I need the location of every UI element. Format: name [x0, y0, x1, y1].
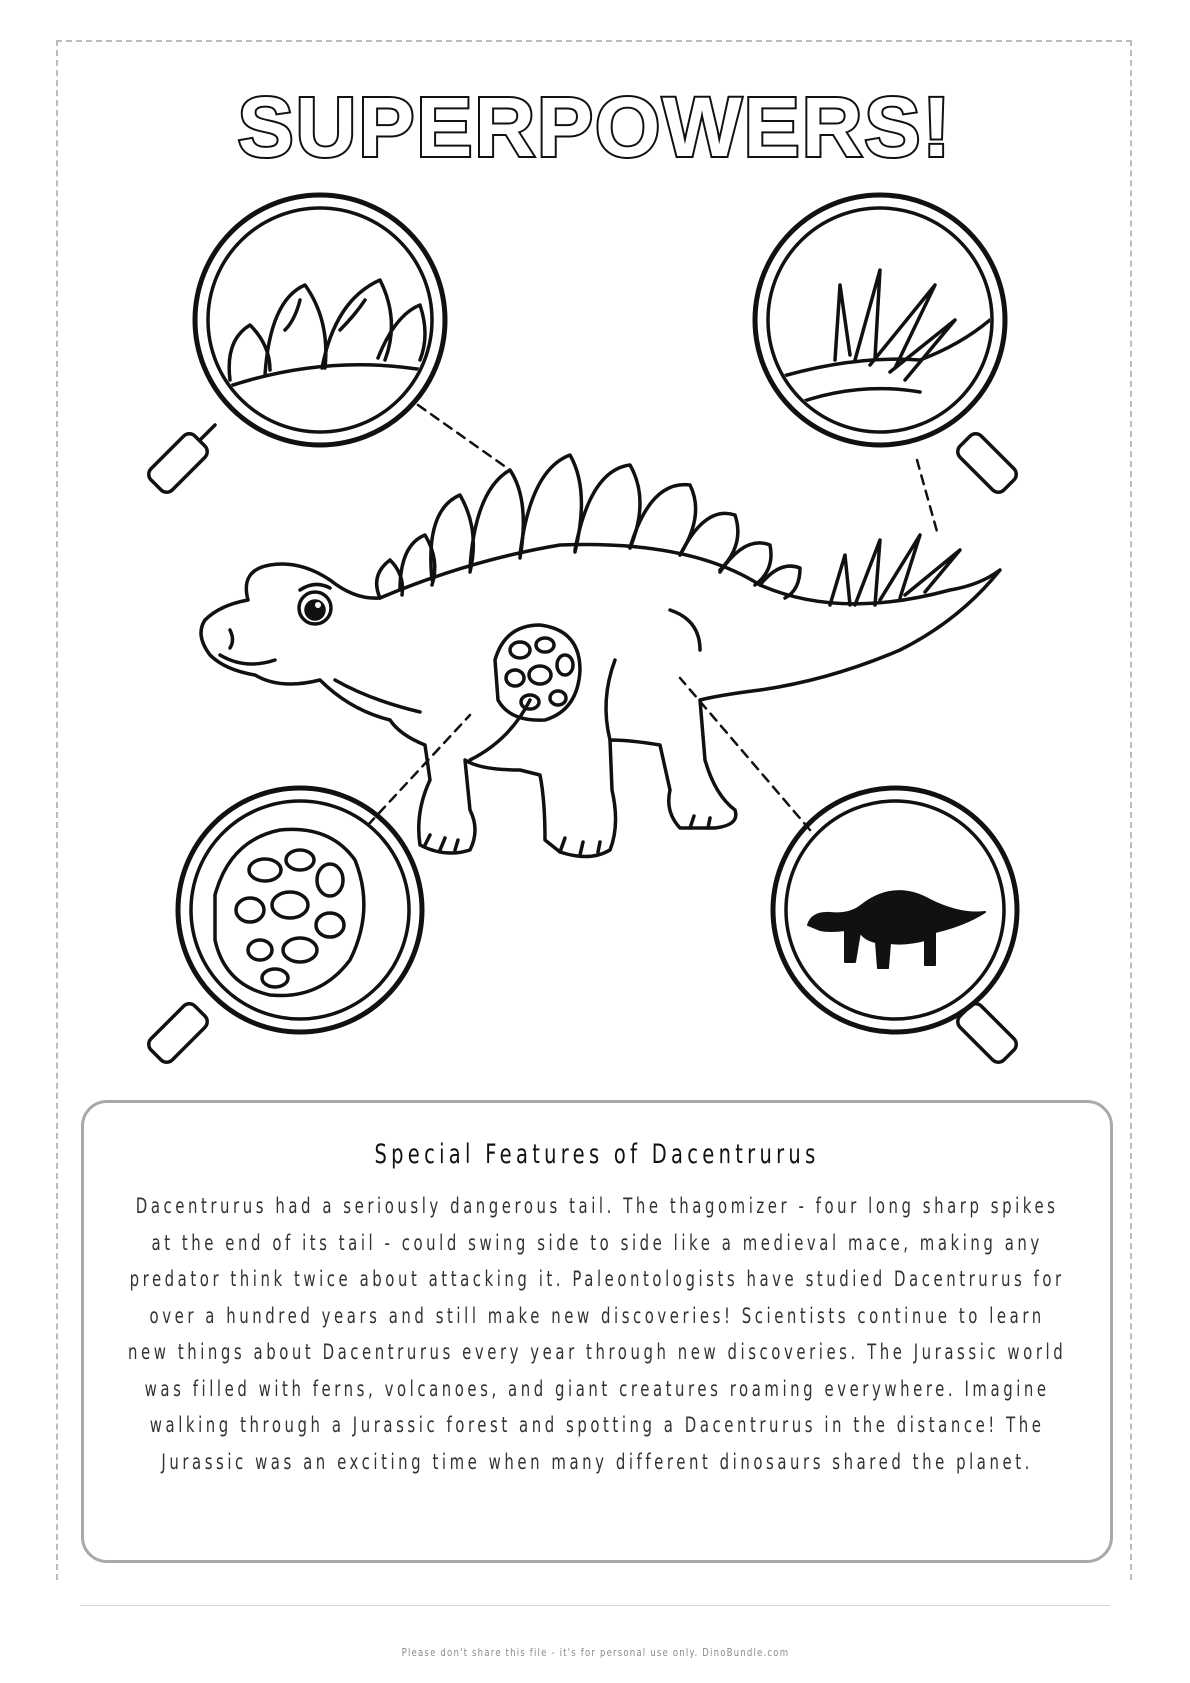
footer: [0, 1646, 1190, 1659]
info-body-wrap: [125, 1188, 1069, 1480]
connector-lines: [368, 405, 938, 830]
back-plates-magnifier: [145, 195, 445, 496]
footer-note: Please don't share this file - it's for personal use only. DinoBundle.com: [401, 1646, 789, 1659]
footer-divider: [80, 1605, 1110, 1606]
info-body: Dacentrurus had a seriously dangerous tail. The thagomizer - four long sharp spikes at the end of its tail - could swing side to side like a medieval mace, making any predator think twice about attacking it. Paleontologists have studied Dacentrurus for over a hundred years and still make new discoveries! Scientists continue to learn new things about Dacentrurus every year through new discoveries. The Jurassic world was filled with ferns, volcanoes, and giant creatures roaming everywhere. Imagine walking through a Jurassic forest and spotting a Dacentrurus in the distance! The Jurassic was an exciting time when many different dinosaurs shared the planet.: [128, 1194, 1067, 1474]
tail-spikes-magnifier: [755, 195, 1020, 496]
page-title-text: SUPERPOWERS!: [237, 80, 953, 174]
stegosaur-dinosaur-illustration: [201, 455, 1000, 857]
armor-skin-magnifier: [145, 788, 422, 1066]
info-box: [81, 1100, 1113, 1563]
info-title: Special Features of Dacentrurus: [374, 1139, 820, 1170]
